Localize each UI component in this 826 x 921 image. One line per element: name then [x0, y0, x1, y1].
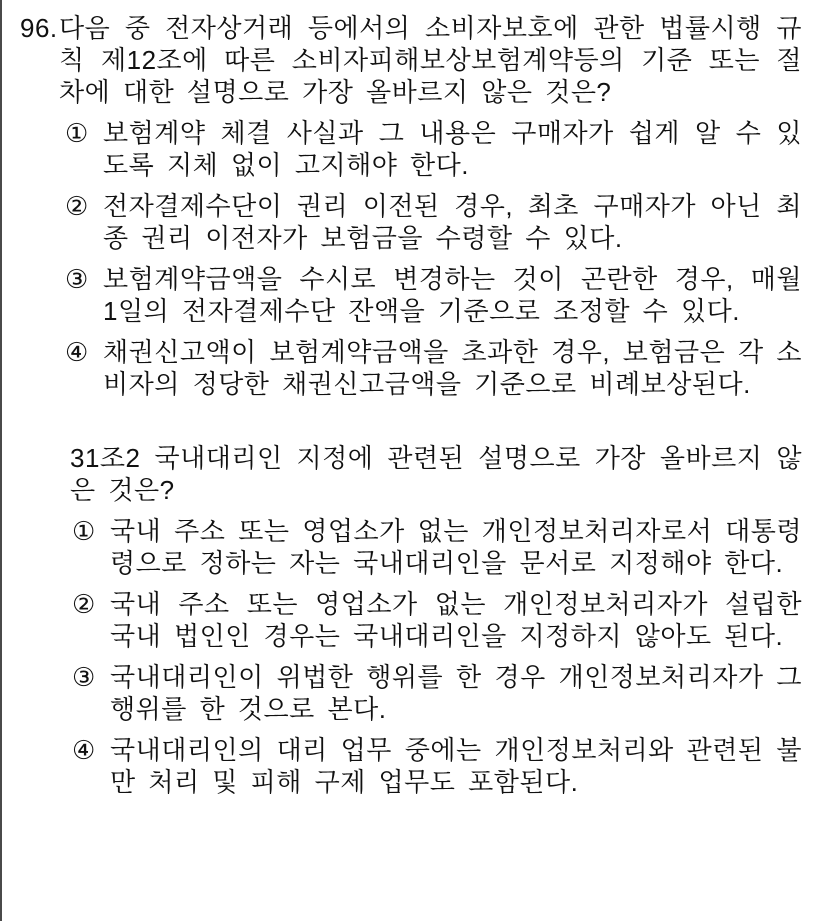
option-1 [72, 515, 802, 579]
option-4 [72, 734, 802, 798]
option-text: 전자결제수단이 권리 이전된 경우, 최초 구매자가 아닌 최종 권리 이전자가 보험금을 수령할 수 있다. [103, 191, 802, 253]
options-list [20, 117, 802, 400]
question-31jo2-stem-row [70, 442, 802, 506]
option-2 [65, 190, 802, 254]
question-stem: 31조2 국내대리인 지정에 관련된 설명으로 가장 올바르지 않은 것은? [70, 443, 802, 505]
options-list [20, 515, 802, 798]
option-3 [65, 263, 802, 327]
option-1 [65, 117, 802, 181]
circled-number-4: ④ [65, 337, 89, 367]
circled-number-3: ③ [72, 662, 96, 692]
question-96-stem-row [20, 12, 802, 108]
question-96 [20, 12, 802, 400]
circled-number-3: ③ [65, 264, 89, 294]
option-text: 국내대리인의 대리 업무 중에는 개인정보처리와 관련된 불만 처리 및 피해 구제 업무도 포함된다. [110, 735, 802, 797]
option-text: 국내대리인이 위법한 행위를 한 경우 개인정보처리자가 그 행위를 한 것으로 본다. [110, 662, 802, 724]
option-4 [65, 336, 802, 400]
circled-number-2: ② [72, 589, 96, 619]
option-text: 보험계약 체결 사실과 그 내용은 구매자가 쉽게 알 수 있도록 지체 없이 고지해야 한다. [103, 118, 802, 180]
option-text: 보험계약금액을 수시로 변경하는 것이 곤란한 경우, 매월 1일의 전자결제수단 잔액을 기준으로 조정할 수 있다. [103, 264, 802, 326]
option-text: 채권신고액이 보험계약금액을 초과한 경우, 보험금은 각 소비자의 정당한 채권신고금액을 기준으로 비례보상된다. [103, 337, 802, 399]
option-text: 국내 주소 또는 영업소가 없는 개인정보처리자로서 대통령령으로 정하는 자는 국내대리인을 문서로 지정해야 한다. [110, 516, 802, 578]
option-3 [72, 661, 802, 725]
question-number: 96. [20, 13, 58, 43]
option-text: 국내 주소 또는 영업소가 없는 개인정보처리자가 설립한 국내 법인인 경우는 국내대리인을 지정하지 않아도 된다. [110, 589, 802, 651]
circled-number-4: ④ [72, 735, 96, 765]
circled-number-1: ① [72, 516, 96, 546]
circled-number-1: ① [65, 118, 89, 148]
question-31jo2 [20, 442, 802, 798]
option-2 [72, 588, 802, 652]
circled-number-2: ② [65, 191, 89, 221]
question-stem: 다음 중 전자상거래 등에서의 소비자보호에 관한 법률시행 규칙 제12조에 따른 소비자피해보상보험계약등의 기준 또는 절차에 대한 설명으로 가장 올바르지 않은 것은? [59, 13, 802, 107]
